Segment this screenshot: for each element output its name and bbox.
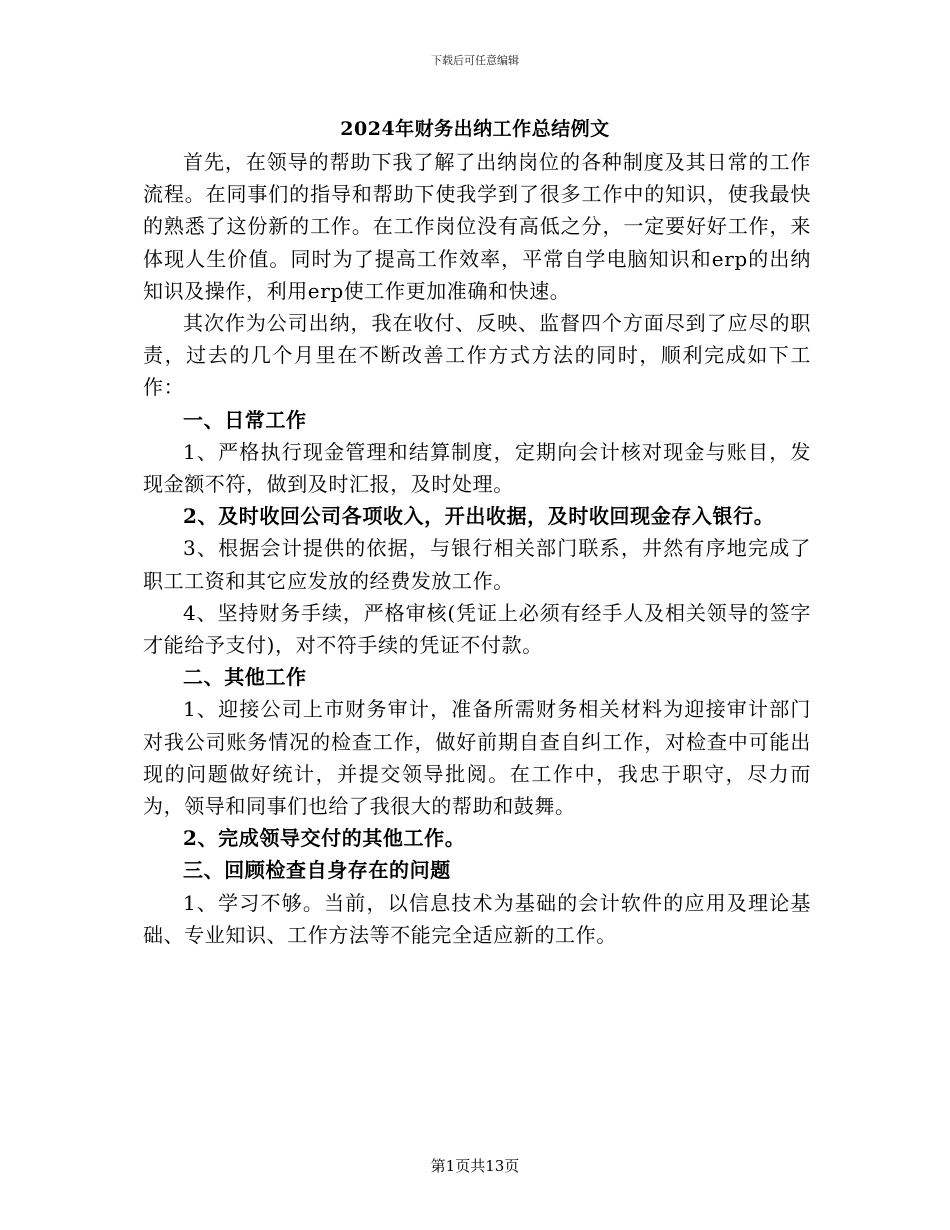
list-item-other-2: 2、完成领导交付的其他工作。 [183, 826, 466, 851]
list-item-daily-4: 4、坚持财务手续，严格审核(凭证上必须有经手人及相关领导的签字才能给予支付)，对不符手续的凭证不付款。 [143, 600, 811, 658]
list-item-other-1: 1、迎接公司上市财务审计，准备所需财务相关材料为迎接审计部门对我公司账务情况的检查工作，做好前期自查自纠工作，对检查中可能出现的问题做好统计，并提交领导批阅。在工作中，我忠于职守，尽力而为，领导和同事们也给了我很大的帮助和鼓舞。 [143, 697, 811, 819]
list-item-daily-2: 2、及时收回公司各项收入，开出收据，及时收回现金存入银行。 [183, 504, 775, 529]
section-heading-daily-work: 一、日常工作 [183, 407, 307, 432]
list-item-daily-1: 1、严格执行现金管理和结算制度，定期向会计核对现金与账目，发现金额不符，做到及时汇报，及时处理。 [143, 439, 811, 497]
paragraph-intro: 首先，在领导的帮助下我了解了出纳岗位的各种制度及其日常的工作流程。在同事们的指导和帮助下使我学到了很多工作中的知识，使我最快的熟悉了这份新的工作。在工作岗位没有高低之分，一定要好好工作，来体现人生价值。同时为了提高工作效率，平常自学电脑知识和erp的出纳知识及操作，利用erp使工作更加准确和快速。 [143, 150, 811, 303]
paragraph-duties: 其次作为公司出纳，我在收付、反映、监督四个方面尽到了应尽的职责，过去的几个月里在不断改善工作方式方法的同时，顺利完成如下工作： [143, 311, 811, 400]
section-heading-problems: 三、回顾检查自身存在的问题 [183, 858, 451, 883]
header-note: 下载后可任意编辑 [431, 54, 519, 67]
section-heading-other-work: 二、其他工作 [183, 665, 307, 690]
document-title: 2024年财务出纳工作总结例文 [340, 118, 610, 140]
list-item-daily-3: 3、根据会计提供的依据，与银行相关部门联系，井然有序地完成了职工工资和其它应发放的经费发放工作。 [143, 536, 811, 593]
page-number: 第1页共13页 [430, 1157, 520, 1175]
list-item-problems-1: 1、学习不够。当前，以信息技术为基础的会计软件的应用及理论基础、专业知识、工作方法等不能完全适应新的工作。 [143, 890, 811, 947]
document-body [143, 146, 811, 951]
